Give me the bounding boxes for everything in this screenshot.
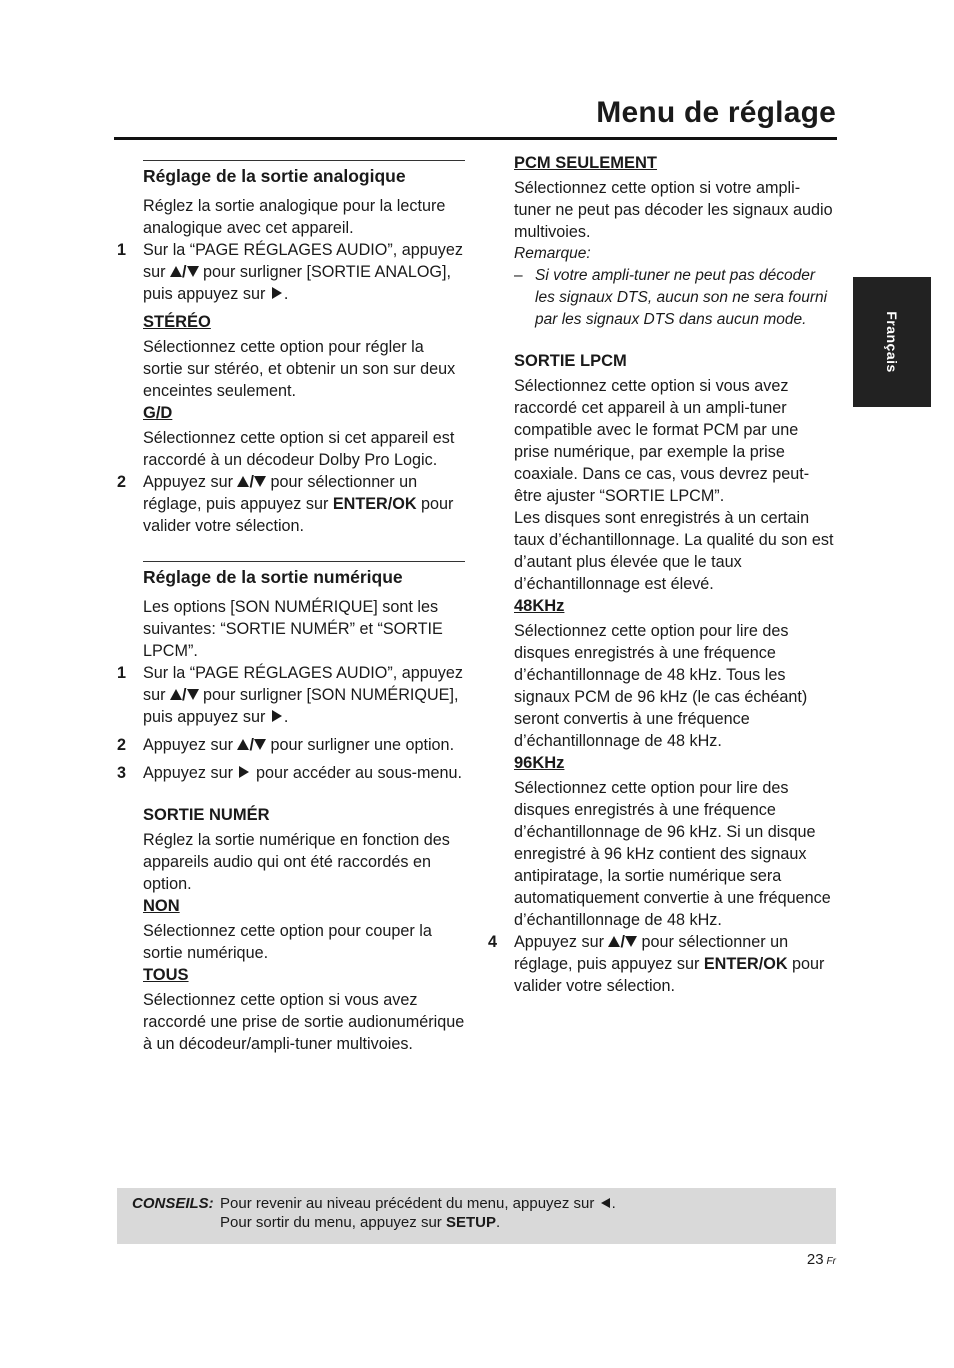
option-sortie-lpcm-text-2: Les disques sont enregistrés à un certain taux d’échantillonnage. La qualité du son est d’autant plus élevée que le taux d’échantillonnage est élevé. (514, 509, 834, 593)
digital-section-heading: Réglage de la sortie numérique (143, 561, 465, 589)
step-number: 2 (117, 473, 127, 491)
language-tab-label: Français (884, 311, 900, 373)
analog-step-2 (117, 471, 465, 537)
step-text: Sur la “PAGE RÉGLAGES AUDIO”, appuyez sur (143, 241, 463, 281)
tips-line-2 (220, 1214, 500, 1231)
step-number: 3 (117, 764, 127, 782)
option-pcm-seulement-label: PCM SEULEMENT (514, 154, 658, 172)
triangle-up-icon (608, 936, 620, 947)
analog-section-heading: Réglage de la sortie analogique (143, 160, 465, 188)
triangle-right-icon (239, 766, 249, 778)
option-96khz-label: 96KHz (514, 754, 565, 772)
triangle-up-icon (170, 266, 182, 277)
step-text: pour sélectionner un réglage, puis appuyez sur (514, 933, 789, 973)
tips-box (117, 1188, 836, 1244)
remark-body (514, 265, 836, 331)
option-48khz-label: 48KHz (514, 597, 565, 615)
digital-step-3 (117, 762, 465, 784)
step-number: 2 (117, 736, 127, 754)
page-number (807, 1251, 836, 1268)
option-sortie-lpcm-text-1: Sélectionnez cette option si vous avez raccordé cet appareil à un ampli-tuner compatible avec le format PCM par une prise numérique, par exemple la prise coaxiale. Dans ce cas, vous devrez peut-être ajuster “SORTIE LPCM”. (514, 377, 810, 505)
option-sortie-numer-text: Réglez la sortie numérique en fonction des appareils audio qui ont été raccordés en option. (143, 831, 450, 893)
tips-text: . (611, 1195, 616, 1212)
triangle-up-icon (237, 739, 249, 750)
step-text: pour valider votre sélection. (143, 495, 454, 535)
remark-title: Remarque: (514, 245, 591, 262)
up-down-arrows: / (170, 686, 199, 704)
title-divider (114, 137, 837, 140)
tips-text: . (495, 1214, 501, 1231)
language-tab (853, 277, 931, 407)
page-lang: Fr (826, 1256, 836, 1267)
enter-ok-key: ENTER/OK (332, 495, 417, 513)
remark (514, 243, 836, 331)
option-tous-label: TOUS (143, 966, 189, 984)
step-text: Sur la “PAGE RÉGLAGES AUDIO”, appuyez sur (143, 664, 463, 704)
step-text: pour valider votre sélection. (514, 955, 825, 995)
triangle-down-icon (187, 266, 199, 277)
option-gd-text: Sélectionnez cette option si cet appareil est raccordé à un décodeur Dolby Pro Logic. (143, 429, 455, 469)
step-text: Appuyez sur (143, 736, 238, 754)
step-text: pour surligner [SON NUMÉRIQUE], puis appuyez sur (143, 686, 459, 726)
remark-dash: – (514, 267, 523, 284)
tips-label: CONSEILS: (132, 1195, 214, 1212)
triangle-down-icon (187, 689, 199, 700)
triangle-up-icon (237, 476, 249, 487)
step-text: Appuyez sur (514, 933, 609, 951)
digital-step-2 (117, 734, 465, 756)
option-sortie-lpcm-label: SORTIE LPCM (514, 352, 627, 370)
step-text: . (283, 708, 289, 726)
step-text: Appuyez sur (143, 764, 238, 782)
triangle-right-icon (272, 710, 282, 722)
triangle-down-icon (254, 739, 266, 750)
step-number: 1 (117, 664, 127, 682)
step-text: pour surligner une option. (265, 736, 455, 754)
remark-text: Si votre ampli-tuner ne peut pas décoder les signaux DTS, aucun son ne sera fourni par les signaux DTS dans aucun mode. (535, 267, 828, 328)
triangle-down-icon (625, 936, 637, 947)
tips-text: Pour revenir au niveau précédent du menu, appuyez sur (220, 1195, 599, 1212)
step-text: pour surligner [SORTIE ANALOG], puis appuyez sur (143, 263, 452, 303)
triangle-down-icon (254, 476, 266, 487)
tips-line-1 (220, 1195, 616, 1212)
page-title: Menu de réglage (596, 96, 836, 129)
enter-ok-key: ENTER/OK (703, 955, 788, 973)
option-48khz-text: Sélectionnez cette option pour lire des disques enregistrés à une fréquence d’échantillonnage de 48 kHz. Tous les signaux PCM de 96 kHz (le cas échéant) seront convertis à une fréquence d’échantillonnage de 48 kHz. (514, 622, 808, 750)
step-text: . (283, 285, 289, 303)
up-down-arrows: / (608, 933, 637, 951)
triangle-up-icon (170, 689, 182, 700)
triangle-right-icon (272, 287, 282, 299)
up-down-arrows: / (237, 736, 266, 754)
option-non-label: NON (143, 897, 180, 915)
analog-intro: Réglez la sortie analogique pour la lecture analogique avec cet appareil. (143, 197, 446, 237)
option-non-text: Sélectionnez cette option pour couper la sortie numérique. (143, 922, 432, 962)
setup-key: SETUP (445, 1214, 496, 1231)
right-column (488, 152, 836, 1003)
up-down-arrows: / (237, 473, 266, 491)
option-tous-text: Sélectionnez cette option si vous avez raccordé une prise de sortie audionumérique à un décodeur/ampli-tuner multivoies. (143, 991, 465, 1053)
page-number-value: 23 (806, 1251, 824, 1268)
option-pcm-seulement-text: Sélectionnez cette option si votre ampli-tuner ne peut pas décoder les signaux audio multivoies. (514, 179, 833, 241)
step-4 (488, 931, 836, 997)
option-96khz-text: Sélectionnez cette option pour lire des disques enregistrés à une fréquence d’échantillonnage de 96 kHz. Si un disque enregistré à 96 kHz contient des signaux antipiratage, la sortie numérique sera automatiquement convertie à une fréquence d’échantillonnage de 48 kHz. (514, 779, 831, 929)
digital-step-1 (117, 662, 465, 728)
up-down-arrows: / (170, 263, 199, 281)
step-text: Appuyez sur (143, 473, 238, 491)
digital-intro: Les options [SON NUMÉRIQUE] sont les suivantes: “SORTIE NUMÉR” et “SORTIE LPCM”. (143, 598, 443, 660)
option-gd-label: G/D (143, 404, 173, 422)
step-text: pour accéder au sous-menu. (251, 764, 463, 782)
option-sortie-numer-label: SORTIE NUMÉR (143, 806, 270, 824)
triangle-left-icon (601, 1198, 610, 1208)
step-number: 4 (488, 933, 498, 951)
step-number: 1 (117, 241, 127, 259)
analog-step-1 (117, 239, 465, 305)
step-text: pour sélectionner un réglage, puis appuyez sur (143, 473, 418, 513)
left-column (117, 160, 465, 1055)
option-stereo-text: Sélectionnez cette option pour régler la sortie sur stéréo, et obtenir un son sur deux enceintes seulement. (143, 338, 456, 400)
tips-text: Pour sortir du menu, appuyez sur (220, 1214, 446, 1231)
option-stereo-label: STÉRÉO (143, 313, 211, 331)
